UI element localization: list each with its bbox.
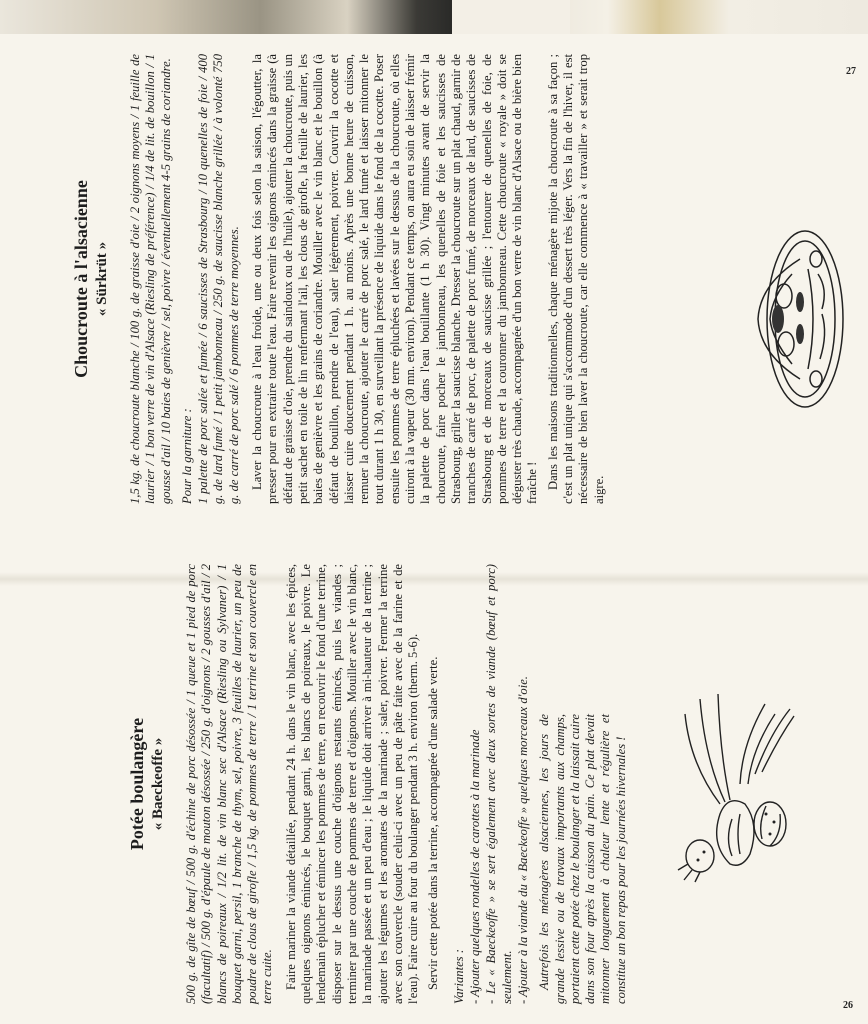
left-ingredients: 500 g. de gîte de bœuf / 500 g. d'échine de porc désossée / 1 queue et 1 pied de porc (facultatif) / 500 g. d'épaule de mouton désossée / 250 g. d'oignons / 2 gousses d'ail / 2 blancs de poireaux / 1/2 lit. de vin blanc sec d'Alsace (Riesling ou Sylvaner) / 1 bouquet garni, persil, 1 branche de thym, sel, poivre, 3 feuilles de laurier, un peu de poudre de clous de girofle / 1,5 kg. de pommes de terre / 1 terrine et son couvercle en terre cuite. — [184, 564, 275, 1004]
right-closing: Dans les maisons traditionnelles, chaque ménagère mijote la choucroute à sa façon ; c'est un plat unique qui s'accommode d'un dessert très léger. Vers la fin de l'hiver, il est nécessaire de bien laver la choucroute, car elle commence à « travailler » et serait trop aigre. — [545, 54, 606, 504]
variant-1: - Ajouter quelques rondelles de carottes à la marinade — [468, 729, 483, 1004]
rotated-content — [0, 34, 868, 1024]
left-recipe-title: Potée boulangère — [127, 717, 147, 851]
right-recipe-subtitle: « Sürkrüt » — [94, 241, 110, 317]
left-recipe-subtitle: « Baeckeoffe » — [150, 737, 166, 831]
vegetables-illustration — [670, 684, 800, 884]
garnish-list: 1 palette de porc salée et fumée / 6 saucisses de Strasbourg / 10 quenelles de foie / 400 g. de lard fumé / 1 petit jambonneau / 250 g. de saucisse blanche grillée / à volonté 750 g. de carré de porc salé / 6 pommes de terre moyennes. — [196, 54, 241, 504]
page-number-right: 27 — [846, 66, 856, 77]
right-method: Laver la choucroute à l'eau froide, une ou deux fois selon la saison, l'égoutter, la presser pour en extraire toute l'eau. Faire revenir les oignons émincés dans la graisse (à défaut de graisse d'oie, prendre du saindoux ou de l'huile), ajouter la choucroute, puis un petit sachet en toile de lin renfermant l'ail, les clous de girofle, la feuille de laurier, les baies de genièvre et les grains de coriandre. Mouiller avec le vin blanc et le bouillon (à défaut de bouillon, prendre de l'eau), saler légèrement, poivrer. Couvrir la cocotte et laisser cuire doucement pendant 1 h. au moins. Après une bonne heure de cuisson, remuer la choucroute, ajouter le carré de porc salé, le lard fumé et laisser mitonner le tout durant 1 h 30, en surveillant la présence de liquide dans le fond de la cocotte. Poser ensuite les pommes de terre épluchées et lavées sur le dessus de la choucroute, où elles cuiront à la vapeur (30 mn. environ). Pendant ce temps, on aura eu soin de laisser frémir la palette de porc dans l'eau bouillante (1 h 30). Vingt minutes avant de servir la choucroute, faire pocher le jambonneau, les quenelles de foie et les saucisses de Strasbourg, griller la saucisse blanche. Dresser la choucroute sur un plat chaud, garnir de tranches de carré de porc, de palette de porc fumé, de morceaux de lard, de saucisses de Strasbourg et de morceaux de saucisse grillée ; l'entourer de quenelles de foie, de pommes de terre et la couronner du jambonneau. Cette choucroute « royale » doit se déguster très chaude, accompagnée d'un bon verre de vin blanc d'Alsace ou de bière bien fraîche ! — [250, 54, 540, 504]
left-recipe — [126, 564, 634, 1004]
variant-2: - Le « Baeckeoffe » se sert également avec deux sortes de viande (bœuf et porc) seulement. — [484, 564, 514, 1004]
book-spread — [0, 34, 868, 1024]
right-recipe-title: Choucroute à l'alsacienne — [71, 180, 91, 378]
left-serve: Servir cette potée dans la terrine, accompagnée d'une salade verte. — [426, 656, 441, 990]
left-method: Faire mariner la viande détaillée, pendant 24 h. dans le vin blanc, avec les épices, quelques oignons émincés, le bouquet garni, les blancs de poireaux, le poivre. Le lendemain éplucher et émincer les pommes de terre, en recouvrir le fond d'une terrine, disposer sur le dessus une couche d'oignons restants émincés, puis les viandes ; terminer par une couche de pommes de terre et d'oignons. Mouiller avec le vin blanc, la marinade passée et un peu d'eau ; le liquide doit arriver à mi-hauteur de la terrine ; ajouter les légumes et les aromates de la marinade ; saler, poivrer. Fermer la terrine avec son couvercle (souder celui-ci avec un peu de pâte faite avec de la farine et de l'eau). Faire cuire au four du boulanger pendant 3 h. environ (therm. 5-6). — [283, 564, 421, 1004]
choucroute-platter-illustration — [730, 224, 858, 414]
right-ingredients: 1,5 kg. de choucroute blanche / 100 g. de graisse d'oie / 2 oignons moyens / 1 feuille de laurier / 1 bon verre de vin d'Alsace (Riesling de préférence) / 1/4 de lit. de bouillon / 1 gousse d'ail / 10 baies de genièvre / sel, poivre / éventuellement 4-5 grains de coriandre. — [128, 54, 173, 504]
page-number-left: 26 — [843, 1000, 853, 1011]
left-history: Autrefois les ménagères alsaciennes, les jours de grande lessive ou de travaux importants aux champs, portaient cette potée chez le boulanger et la laissait cuire dans son four après la cuisson du pain. Ce plat devait mitonner longuement à chaleur lente et régulière et constitue un bon repas pour les journées hivernales ! — [537, 714, 628, 1004]
garnish-title: Pour la garniture : — [179, 408, 194, 504]
right-recipe — [70, 54, 612, 504]
page-fold — [452, 0, 570, 34]
scan-top-strip — [0, 0, 868, 34]
variant-3: - Ajouter à la viande du « Baeckeoffe » quelques morceaux d'oie. — [515, 676, 530, 1004]
variants-title: Variantes : — [451, 949, 466, 1004]
